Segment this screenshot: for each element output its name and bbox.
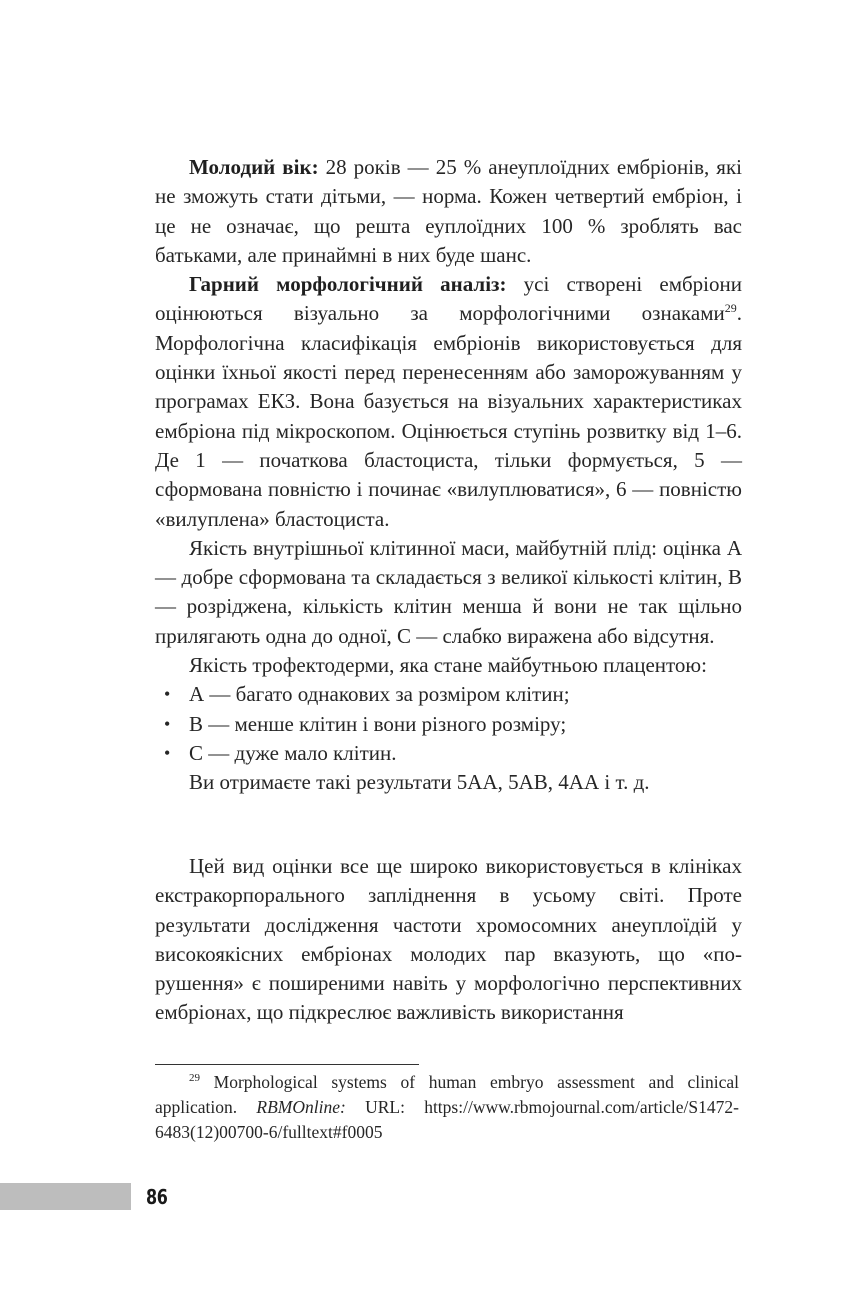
footnote-reference: 29: [724, 301, 737, 316]
footnote-divider: [155, 1064, 419, 1065]
young-age-text: 28 років — 25 % анеуплоїдних ембріонів, які не зможуть стати дітьми, — норма. Кожен четвертий ембріон, і це не означає, що решта еуплоїдних 100 % зроблять вас батьками, але принаймні в них буде шанс.: [155, 155, 742, 267]
list-item: [155, 739, 742, 768]
paragraph-morphology: [155, 270, 742, 534]
page-number-bar: [0, 1183, 131, 1210]
footnote-text: Morphological systems of human embryo assessment and clinical application.: [155, 1072, 739, 1117]
morphology-label: Гарний морфологічний аналіз:: [189, 272, 507, 297]
footnote-paragraph: [155, 1070, 739, 1145]
bullet-icon: •: [164, 684, 171, 705]
footnote-number: 29: [189, 1072, 200, 1084]
list-item-text: С — дуже мало клітин.: [189, 740, 397, 765]
list-item-text: А — багато однакових за розміром клітин;: [189, 682, 570, 707]
young-age-label: Молодий вік:: [189, 155, 319, 179]
page-number: 86: [146, 1185, 168, 1209]
list-item: [155, 680, 742, 709]
paragraph-trophectoderm: Якість трофектодерми, яка стане майбутньою плацентою:: [189, 653, 707, 678]
morphology-text: усі створені ембріони оцінюються візуально за морфологічними ознаками: [155, 272, 742, 326]
bullet-icon: •: [164, 713, 171, 734]
footnote-url[interactable]: URL: https://www.rbmojournal.com/article/S1472-6483(12)00700-6/fulltext#f0005: [155, 1097, 739, 1142]
paragraph-icm: Якість внутрішньої клітинної маси, майбутній плід: оцінка А — добре сформована та складається з великої кількості клітин, В — розріджена, кількість клітин менша й вони не так щільно прилягають одна до одної, С — слабко виражена або відсутня.: [155, 535, 742, 648]
continued-text-block: [155, 852, 742, 1028]
paragraph-young-age: [155, 153, 742, 270]
paragraph-assessment: Цей вид оцінки все ще широко використовується в клініках екстракорпорального запліднення в усьому світі. Проте результати дослідження частоти хромосомних анеуплоїдій у високоякісних ембріонах молодих пар вказують, що «порушення» є поширеними навіть у морфологічно перспективних ембріонах, що підкреслює важливість використання: [155, 854, 742, 1025]
bullet-icon: •: [164, 742, 171, 763]
grade-list: [155, 680, 742, 768]
list-item: [155, 710, 742, 739]
morphology-text-after: . Морфологічна класифікація ембріонів використовується для оцінки їхньої якості перед перенесенням або заморожуванням у програмах ЕКЗ. Вона базується на візуальних характеристиках ембріона під мікроскопом. Оцінюється ступінь розвитку від 1–6. Де 1 — початкова бластоциста, тільки формується, 5 — сформована повністю і починає «вилуплюватися», 6 — повністю «вилуплена» бластоциста.: [155, 301, 742, 531]
list-item-text: В — менше клітин і вони різного розміру;: [189, 711, 567, 736]
main-text-block: [155, 153, 742, 798]
footnote-source: RBMOnline:: [256, 1097, 346, 1117]
paragraph-results: Ви отримаєте такі результати 5АА, 5АВ, 4АА і т. д.: [189, 770, 650, 795]
footnote: [155, 1070, 739, 1145]
